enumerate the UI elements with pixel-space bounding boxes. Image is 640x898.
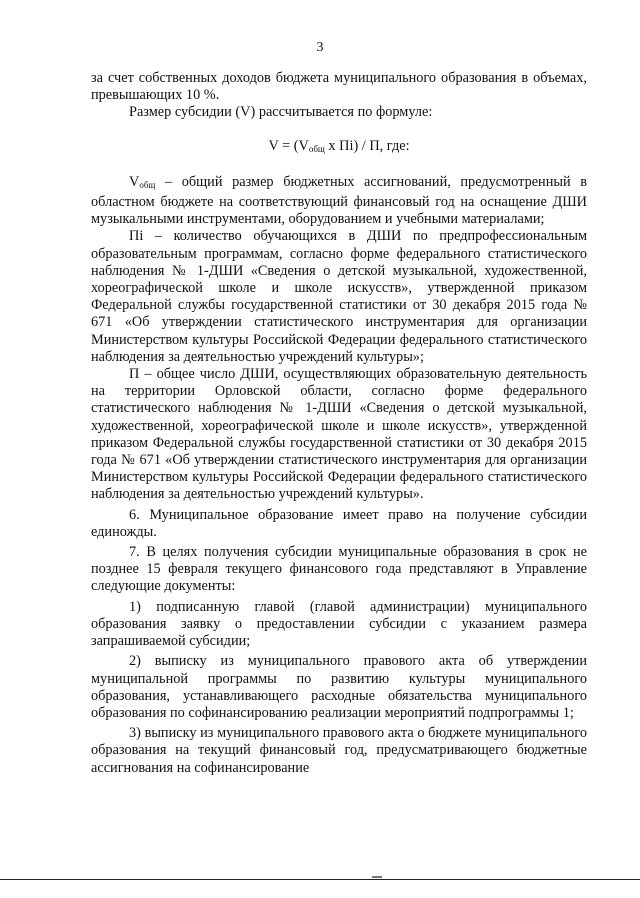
paragraph-continuation: за счет собственных доходов бюджета муниципального образования в объемах, превышающих 10 %.: [91, 70, 587, 104]
formula-lhs: V = (V: [268, 137, 309, 154]
subitem-1: 1) подписанную главой (главой администрации) муниципального образования заявку о предоставлении субсидии с указанием размера запрашиваемой субсидии;: [91, 598, 587, 650]
formula: [91, 138, 587, 158]
formula-rhs: х Пi) / П, где:: [324, 137, 410, 154]
definition-p: П – общее число ДШИ, осуществляющих образовательную деятельность на территории Орловской области, согласно форме федерального статистического наблюдения № 1-ДШИ «Сведения о детской музыкальной, художественной, хореографической школе и школе искусств», утвержденной приказом Федеральной службы государственной статистики от 30 декабря 2015 года № 671 «Об утверждении статистического инструментария для организации Министерством культуры Российской Федерации федерального статистического наблюдения за деятельностью учреждений культуры».: [91, 366, 587, 503]
subitem-2: 2) выписку из муниципального правового акта об утверждении муниципальной программы по развитию культуры муниципального образования, устанавливающего расходные обязательства муниципального образования по софинансированию реализации мероприятий подпрограммы 1;: [91, 653, 587, 721]
definition-text: – общий размер бюджетных ассигнований, предусмотренный в областном бюджете на соответствующий финансовый год на оснащение ДШИ музыкальными инструментами, оборудованием и учебными материалами;: [91, 173, 587, 228]
definition-symbol: V: [129, 173, 140, 190]
definition-symbol-subscript: общ: [139, 179, 156, 190]
item-7: 7. В целях получения субсидии муниципальные образования в срок не позднее 15 февраля текущего финансового года представляют в Управление следующие документы:: [91, 544, 587, 595]
document-body: [91, 70, 587, 777]
scan-mark: [372, 876, 382, 878]
page-number: 3: [316, 40, 324, 55]
definition-pi: Пi – количество обучающихся в ДШИ по предпрофессиональным образовательным программам, согласно форме федерального статистического наблюдения № 1-ДШИ «Сведения о детской музыкальной, художественной, хореографической школе и школе искусств», утвержденной приказом Федеральной службы государственной статистики от 30 декабря 2015 года № 671 «Об утверждении статистического инструментария для организации Министерством культуры Российской Федерации федерального статистического наблюдения за деятельностью учреждений культуры»;: [91, 228, 587, 365]
item-6: 6. Муниципальное образование имеет право на получение субсидии единожды.: [91, 506, 587, 540]
definition-v-total: [91, 174, 587, 229]
bottom-rule: [0, 879, 640, 880]
subitem-3: 3) выписку из муниципального правового акта о бюджете муниципального образования на текущий финансовый год, предусматривающего бюджетные ассигнования на софинансирование: [91, 725, 587, 776]
paragraph-formula-intro: Размер субсидии (V) рассчитывается по формуле:: [129, 104, 433, 121]
formula-subscript: общ: [308, 143, 325, 154]
